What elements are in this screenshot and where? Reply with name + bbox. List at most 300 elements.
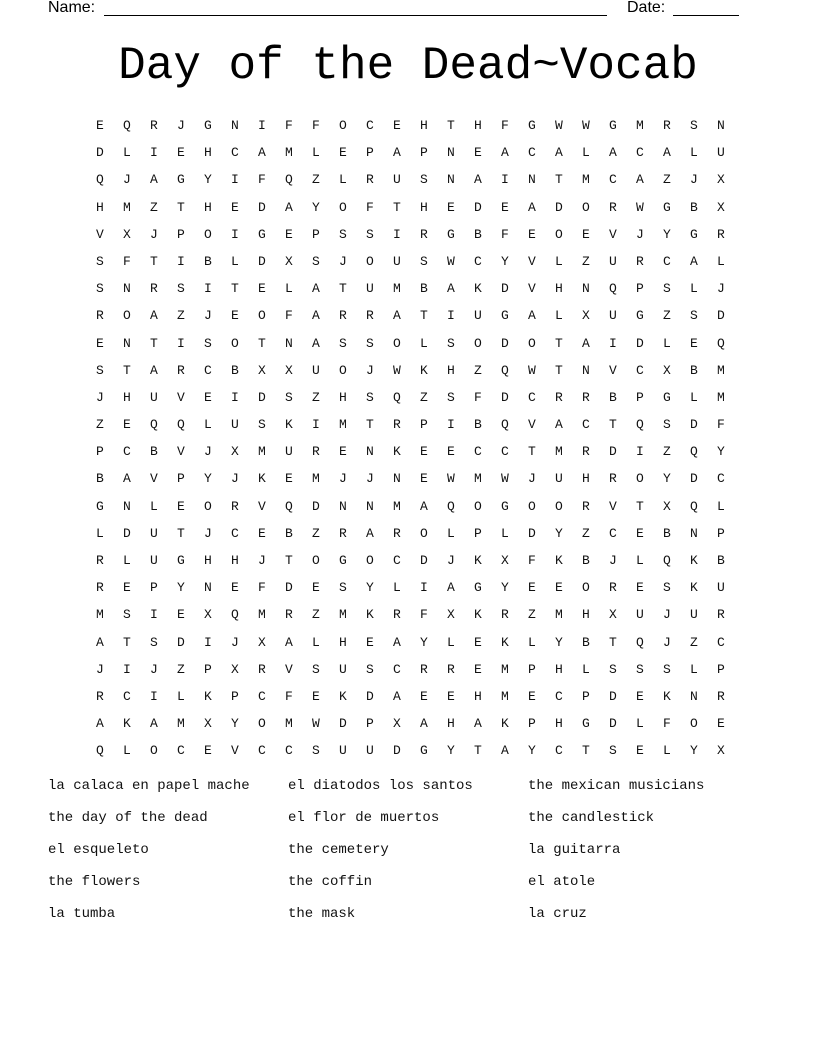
grid-letter[interactable]: A bbox=[258, 145, 266, 161]
grid-letter[interactable]: Y bbox=[528, 743, 536, 759]
grid-letter[interactable]: P bbox=[312, 226, 320, 242]
grid-letter[interactable]: M bbox=[474, 471, 482, 487]
grid-letter[interactable]: C bbox=[636, 145, 644, 161]
grid-letter[interactable]: E bbox=[636, 743, 644, 759]
grid-letter[interactable]: M bbox=[258, 444, 266, 460]
date-blank-line[interactable] bbox=[673, 0, 739, 16]
grid-letter[interactable]: Y bbox=[420, 634, 428, 650]
grid-letter[interactable]: U bbox=[150, 553, 158, 568]
grid-letter[interactable]: S bbox=[312, 253, 320, 269]
grid-letter[interactable]: U bbox=[285, 444, 293, 460]
grid-letter[interactable]: E bbox=[474, 145, 482, 161]
grid-letter[interactable]: L bbox=[501, 525, 509, 541]
grid-letter[interactable]: S bbox=[366, 335, 374, 351]
grid-letter[interactable]: Z bbox=[312, 525, 320, 541]
grid-letter[interactable]: L bbox=[123, 145, 131, 161]
grid-letter[interactable]: E bbox=[339, 145, 347, 161]
grid-letter[interactable]: S bbox=[366, 389, 374, 405]
grid-letter[interactable]: X bbox=[717, 199, 725, 215]
grid-letter[interactable]: I bbox=[609, 335, 617, 351]
grid-letter[interactable]: L bbox=[204, 417, 212, 433]
grid-letter[interactable]: H bbox=[204, 199, 212, 215]
grid-letter[interactable]: X bbox=[609, 607, 617, 623]
grid-letter[interactable]: F bbox=[474, 389, 482, 405]
grid-letter[interactable]: J bbox=[231, 471, 239, 487]
grid-letter[interactable]: A bbox=[555, 145, 563, 161]
grid-letter[interactable]: L bbox=[690, 281, 698, 297]
grid-letter[interactable]: Q bbox=[96, 743, 104, 759]
grid-letter[interactable]: G bbox=[177, 553, 185, 568]
grid-letter[interactable]: I bbox=[204, 634, 212, 650]
grid-letter[interactable]: A bbox=[312, 335, 320, 351]
grid-letter[interactable]: V bbox=[528, 417, 536, 433]
grid-letter[interactable]: G bbox=[528, 118, 536, 133]
grid-letter[interactable]: H bbox=[339, 389, 347, 405]
grid-letter[interactable]: K bbox=[474, 553, 482, 568]
grid-letter[interactable]: C bbox=[231, 525, 239, 541]
grid-letter[interactable]: I bbox=[447, 417, 455, 433]
grid-letter[interactable]: H bbox=[447, 716, 455, 732]
grid-letter[interactable]: X bbox=[285, 362, 293, 378]
grid-letter[interactable]: Y bbox=[177, 580, 185, 596]
grid-letter[interactable]: X bbox=[231, 661, 239, 677]
grid-letter[interactable]: E bbox=[528, 688, 536, 704]
grid-letter[interactable]: A bbox=[150, 716, 158, 732]
grid-letter[interactable]: O bbox=[150, 743, 158, 759]
grid-letter[interactable]: E bbox=[285, 226, 293, 242]
grid-letter[interactable]: V bbox=[285, 661, 293, 677]
grid-letter[interactable]: R bbox=[555, 389, 563, 405]
grid-letter[interactable]: A bbox=[474, 716, 482, 732]
grid-letter[interactable]: D bbox=[123, 525, 131, 541]
grid-letter[interactable]: S bbox=[177, 281, 185, 297]
grid-letter[interactable]: K bbox=[204, 688, 212, 704]
grid-letter[interactable]: A bbox=[393, 634, 401, 650]
grid-letter[interactable]: Y bbox=[501, 580, 509, 596]
grid-letter[interactable]: R bbox=[447, 661, 455, 677]
grid-letter[interactable]: P bbox=[177, 471, 185, 487]
grid-letter[interactable]: M bbox=[717, 389, 725, 405]
grid-letter[interactable]: E bbox=[123, 417, 131, 433]
grid-letter[interactable]: F bbox=[528, 553, 536, 568]
grid-letter[interactable]: A bbox=[123, 471, 131, 487]
grid-letter[interactable]: L bbox=[312, 145, 320, 161]
grid-letter[interactable]: L bbox=[150, 498, 158, 514]
grid-letter[interactable]: E bbox=[123, 580, 131, 596]
grid-letter[interactable]: J bbox=[339, 471, 347, 487]
grid-letter[interactable]: O bbox=[339, 118, 347, 133]
grid-letter[interactable]: P bbox=[96, 444, 104, 460]
grid-letter[interactable]: A bbox=[312, 308, 320, 324]
grid-letter[interactable]: X bbox=[447, 607, 455, 623]
grid-letter[interactable]: C bbox=[555, 743, 563, 759]
grid-letter[interactable]: I bbox=[312, 417, 320, 433]
grid-letter[interactable]: I bbox=[177, 335, 185, 351]
grid-letter[interactable]: E bbox=[258, 281, 266, 297]
grid-letter[interactable]: M bbox=[96, 607, 104, 623]
grid-letter[interactable]: P bbox=[177, 226, 185, 242]
grid-letter[interactable]: S bbox=[339, 580, 347, 596]
grid-letter[interactable]: G bbox=[447, 226, 455, 242]
grid-letter[interactable]: C bbox=[501, 444, 509, 460]
grid-letter[interactable]: R bbox=[96, 688, 104, 704]
grid-letter[interactable]: G bbox=[177, 172, 185, 188]
grid-letter[interactable]: M bbox=[636, 118, 644, 133]
grid-letter[interactable]: N bbox=[447, 172, 455, 188]
grid-letter[interactable]: F bbox=[501, 118, 509, 133]
grid-letter[interactable]: Y bbox=[204, 172, 212, 188]
grid-letter[interactable]: W bbox=[501, 471, 509, 487]
grid-letter[interactable]: Z bbox=[663, 172, 671, 188]
grid-letter[interactable]: C bbox=[717, 634, 725, 650]
grid-letter[interactable]: F bbox=[285, 308, 293, 324]
grid-letter[interactable]: L bbox=[690, 389, 698, 405]
grid-letter[interactable]: A bbox=[420, 498, 428, 514]
grid-letter[interactable]: P bbox=[474, 525, 482, 541]
grid-letter[interactable]: Z bbox=[582, 253, 590, 269]
grid-letter[interactable]: H bbox=[555, 281, 563, 297]
grid-letter[interactable]: R bbox=[96, 580, 104, 596]
grid-letter[interactable]: M bbox=[123, 199, 131, 215]
grid-letter[interactable]: B bbox=[96, 471, 104, 487]
grid-letter[interactable]: B bbox=[582, 553, 590, 568]
grid-letter[interactable]: Q bbox=[663, 553, 671, 568]
grid-letter[interactable]: E bbox=[393, 118, 401, 133]
grid-letter[interactable]: Q bbox=[636, 417, 644, 433]
grid-letter[interactable]: X bbox=[258, 362, 266, 378]
grid-letter[interactable]: W bbox=[582, 118, 590, 133]
grid-letter[interactable]: L bbox=[447, 525, 455, 541]
grid-letter[interactable]: Z bbox=[177, 308, 185, 324]
grid-letter[interactable]: G bbox=[690, 226, 698, 242]
grid-letter[interactable]: G bbox=[420, 743, 428, 759]
grid-letter[interactable]: T bbox=[555, 335, 563, 351]
grid-letter[interactable]: J bbox=[339, 253, 347, 269]
grid-letter[interactable]: O bbox=[474, 498, 482, 514]
grid-letter[interactable]: C bbox=[393, 553, 401, 568]
grid-letter[interactable]: G bbox=[501, 308, 509, 324]
grid-letter[interactable]: S bbox=[663, 661, 671, 677]
grid-letter[interactable]: K bbox=[501, 716, 509, 732]
grid-letter[interactable]: K bbox=[393, 444, 401, 460]
name-blank-line[interactable] bbox=[104, 0, 607, 16]
grid-letter[interactable]: U bbox=[150, 389, 158, 405]
grid-letter[interactable]: R bbox=[582, 444, 590, 460]
grid-letter[interactable]: A bbox=[285, 634, 293, 650]
grid-letter[interactable]: D bbox=[609, 716, 617, 732]
grid-letter[interactable]: E bbox=[204, 389, 212, 405]
grid-letter[interactable]: T bbox=[609, 417, 617, 433]
grid-letter[interactable]: D bbox=[501, 389, 509, 405]
grid-letter[interactable]: I bbox=[447, 308, 455, 324]
grid-letter[interactable]: J bbox=[528, 471, 536, 487]
grid-letter[interactable]: N bbox=[231, 118, 239, 133]
grid-letter[interactable]: M bbox=[177, 716, 185, 732]
grid-letter[interactable]: Z bbox=[690, 634, 698, 650]
grid-letter[interactable]: M bbox=[582, 172, 590, 188]
grid-letter[interactable]: Z bbox=[177, 661, 185, 677]
grid-letter[interactable]: O bbox=[258, 308, 266, 324]
grid-letter[interactable]: D bbox=[312, 498, 320, 514]
grid-letter[interactable]: S bbox=[96, 362, 104, 378]
grid-letter[interactable]: Y bbox=[231, 716, 239, 732]
grid-letter[interactable]: V bbox=[150, 471, 158, 487]
grid-letter[interactable]: D bbox=[717, 308, 725, 324]
grid-letter[interactable]: A bbox=[582, 335, 590, 351]
grid-letter[interactable]: T bbox=[177, 199, 185, 215]
grid-letter[interactable]: G bbox=[582, 716, 590, 732]
grid-letter[interactable]: R bbox=[177, 362, 185, 378]
grid-letter[interactable]: S bbox=[636, 661, 644, 677]
grid-letter[interactable]: B bbox=[690, 199, 698, 215]
grid-letter[interactable]: C bbox=[663, 253, 671, 269]
grid-letter[interactable]: L bbox=[636, 553, 644, 568]
grid-letter[interactable]: S bbox=[312, 743, 320, 759]
grid-letter[interactable]: M bbox=[258, 607, 266, 623]
grid-letter[interactable]: U bbox=[717, 580, 725, 596]
grid-letter[interactable]: E bbox=[177, 498, 185, 514]
grid-letter[interactable]: U bbox=[393, 253, 401, 269]
grid-letter[interactable]: X bbox=[393, 716, 401, 732]
grid-letter[interactable]: D bbox=[555, 199, 563, 215]
grid-letter[interactable]: C bbox=[582, 417, 590, 433]
grid-letter[interactable]: P bbox=[528, 716, 536, 732]
grid-letter[interactable]: I bbox=[150, 607, 158, 623]
grid-letter[interactable]: Y bbox=[447, 743, 455, 759]
grid-letter[interactable]: N bbox=[528, 172, 536, 188]
grid-letter[interactable]: E bbox=[582, 226, 590, 242]
grid-letter[interactable]: Y bbox=[366, 580, 374, 596]
grid-letter[interactable]: K bbox=[339, 688, 347, 704]
grid-letter[interactable]: N bbox=[366, 444, 374, 460]
grid-letter[interactable]: R bbox=[609, 199, 617, 215]
grid-letter[interactable]: S bbox=[690, 118, 698, 133]
grid-letter[interactable]: F bbox=[312, 118, 320, 133]
grid-letter[interactable]: R bbox=[339, 308, 347, 324]
grid-letter[interactable]: N bbox=[123, 498, 131, 514]
grid-letter[interactable]: J bbox=[258, 553, 266, 568]
grid-letter[interactable]: A bbox=[393, 688, 401, 704]
grid-letter[interactable]: R bbox=[717, 226, 725, 242]
grid-letter[interactable]: X bbox=[501, 553, 509, 568]
grid-letter[interactable]: N bbox=[123, 335, 131, 351]
grid-letter[interactable]: E bbox=[447, 688, 455, 704]
grid-letter[interactable]: E bbox=[501, 199, 509, 215]
grid-letter[interactable]: C bbox=[123, 444, 131, 460]
grid-letter[interactable]: D bbox=[258, 199, 266, 215]
grid-letter[interactable]: L bbox=[663, 743, 671, 759]
grid-letter[interactable]: J bbox=[96, 389, 104, 405]
grid-letter[interactable]: A bbox=[447, 580, 455, 596]
grid-letter[interactable]: V bbox=[609, 498, 617, 514]
grid-letter[interactable]: N bbox=[582, 281, 590, 297]
grid-letter[interactable]: H bbox=[474, 118, 482, 133]
grid-letter[interactable]: O bbox=[393, 335, 401, 351]
grid-letter[interactable]: W bbox=[555, 118, 563, 133]
grid-letter[interactable]: E bbox=[528, 226, 536, 242]
grid-letter[interactable]: D bbox=[339, 716, 347, 732]
grid-letter[interactable]: W bbox=[312, 716, 320, 732]
grid-letter[interactable]: V bbox=[177, 444, 185, 460]
grid-letter[interactable]: H bbox=[555, 716, 563, 732]
grid-letter[interactable]: T bbox=[636, 498, 644, 514]
grid-letter[interactable]: D bbox=[258, 389, 266, 405]
grid-letter[interactable]: Z bbox=[312, 389, 320, 405]
grid-letter[interactable]: T bbox=[528, 444, 536, 460]
grid-letter[interactable]: E bbox=[231, 580, 239, 596]
grid-letter[interactable]: T bbox=[150, 253, 158, 269]
grid-letter[interactable]: J bbox=[204, 308, 212, 324]
grid-letter[interactable]: L bbox=[231, 253, 239, 269]
grid-letter[interactable]: C bbox=[366, 118, 374, 133]
grid-letter[interactable]: N bbox=[690, 688, 698, 704]
grid-letter[interactable]: R bbox=[582, 498, 590, 514]
grid-letter[interactable]: G bbox=[474, 580, 482, 596]
grid-letter[interactable]: E bbox=[447, 199, 455, 215]
grid-letter[interactable]: Y bbox=[555, 525, 563, 541]
grid-letter[interactable]: D bbox=[528, 525, 536, 541]
grid-letter[interactable]: R bbox=[258, 661, 266, 677]
grid-letter[interactable]: C bbox=[231, 145, 239, 161]
grid-letter[interactable]: U bbox=[339, 743, 347, 759]
grid-letter[interactable]: N bbox=[339, 498, 347, 514]
grid-letter[interactable]: S bbox=[339, 335, 347, 351]
grid-letter[interactable]: W bbox=[636, 199, 644, 215]
grid-letter[interactable]: U bbox=[393, 172, 401, 188]
grid-letter[interactable]: M bbox=[393, 281, 401, 297]
grid-letter[interactable]: N bbox=[123, 281, 131, 297]
grid-letter[interactable]: D bbox=[177, 634, 185, 650]
grid-letter[interactable]: Y bbox=[690, 743, 698, 759]
grid-letter[interactable]: I bbox=[231, 172, 239, 188]
grid-letter[interactable]: Z bbox=[474, 362, 482, 378]
grid-letter[interactable]: R bbox=[366, 172, 374, 188]
grid-letter[interactable]: M bbox=[717, 362, 725, 378]
grid-letter[interactable]: P bbox=[717, 525, 725, 541]
grid-letter[interactable]: G bbox=[501, 498, 509, 514]
grid-letter[interactable]: A bbox=[150, 308, 158, 324]
grid-letter[interactable]: U bbox=[609, 308, 617, 324]
grid-letter[interactable]: R bbox=[285, 607, 293, 623]
grid-letter[interactable]: F bbox=[285, 118, 293, 133]
grid-letter[interactable]: N bbox=[690, 525, 698, 541]
grid-letter[interactable]: M bbox=[312, 471, 320, 487]
grid-letter[interactable]: C bbox=[555, 688, 563, 704]
grid-letter[interactable]: B bbox=[420, 281, 428, 297]
grid-letter[interactable]: M bbox=[501, 688, 509, 704]
grid-letter[interactable]: D bbox=[690, 417, 698, 433]
grid-letter[interactable]: L bbox=[555, 308, 563, 324]
grid-letter[interactable]: T bbox=[285, 553, 293, 568]
grid-letter[interactable]: E bbox=[636, 688, 644, 704]
grid-letter[interactable]: Z bbox=[96, 417, 104, 433]
grid-letter[interactable]: D bbox=[690, 471, 698, 487]
grid-letter[interactable]: Q bbox=[690, 444, 698, 460]
grid-letter[interactable]: G bbox=[636, 308, 644, 324]
grid-letter[interactable]: R bbox=[609, 471, 617, 487]
grid-letter[interactable]: Z bbox=[582, 525, 590, 541]
grid-letter[interactable]: H bbox=[420, 199, 428, 215]
grid-letter[interactable]: D bbox=[501, 281, 509, 297]
grid-letter[interactable]: P bbox=[582, 688, 590, 704]
grid-letter[interactable]: H bbox=[420, 118, 428, 133]
grid-letter[interactable]: M bbox=[501, 661, 509, 677]
grid-letter[interactable]: J bbox=[366, 362, 374, 378]
grid-letter[interactable]: D bbox=[393, 743, 401, 759]
grid-letter[interactable]: A bbox=[285, 199, 293, 215]
grid-letter[interactable]: D bbox=[609, 688, 617, 704]
grid-letter[interactable]: M bbox=[555, 607, 563, 623]
grid-letter[interactable]: A bbox=[555, 417, 563, 433]
grid-letter[interactable]: V bbox=[231, 743, 239, 759]
grid-letter[interactable]: S bbox=[96, 253, 104, 269]
grid-letter[interactable]: C bbox=[177, 743, 185, 759]
grid-letter[interactable]: R bbox=[420, 226, 428, 242]
grid-letter[interactable]: V bbox=[96, 226, 104, 242]
grid-letter[interactable]: L bbox=[690, 661, 698, 677]
grid-letter[interactable]: S bbox=[366, 226, 374, 242]
grid-letter[interactable]: V bbox=[528, 253, 536, 269]
grid-letter[interactable]: L bbox=[690, 145, 698, 161]
grid-letter[interactable]: L bbox=[393, 580, 401, 596]
grid-letter[interactable]: R bbox=[366, 308, 374, 324]
grid-letter[interactable]: F bbox=[501, 226, 509, 242]
grid-letter[interactable]: K bbox=[258, 471, 266, 487]
grid-letter[interactable]: V bbox=[609, 226, 617, 242]
grid-letter[interactable]: T bbox=[555, 172, 563, 188]
grid-letter[interactable]: X bbox=[663, 498, 671, 514]
grid-letter[interactable]: V bbox=[177, 389, 185, 405]
grid-letter[interactable]: O bbox=[339, 362, 347, 378]
grid-letter[interactable]: M bbox=[285, 145, 293, 161]
grid-letter[interactable]: U bbox=[609, 253, 617, 269]
grid-letter[interactable]: I bbox=[150, 688, 158, 704]
grid-letter[interactable]: J bbox=[663, 607, 671, 623]
grid-letter[interactable]: L bbox=[447, 634, 455, 650]
grid-letter[interactable]: N bbox=[393, 471, 401, 487]
grid-letter[interactable]: O bbox=[636, 471, 644, 487]
grid-letter[interactable]: S bbox=[150, 634, 158, 650]
grid-letter[interactable]: Y bbox=[663, 471, 671, 487]
grid-letter[interactable]: H bbox=[582, 607, 590, 623]
grid-letter[interactable]: D bbox=[258, 253, 266, 269]
grid-letter[interactable]: M bbox=[339, 417, 347, 433]
grid-letter[interactable]: O bbox=[690, 716, 698, 732]
grid-letter[interactable]: H bbox=[96, 199, 104, 215]
grid-letter[interactable]: Q bbox=[609, 281, 617, 297]
grid-letter[interactable]: H bbox=[474, 688, 482, 704]
grid-letter[interactable]: Z bbox=[663, 308, 671, 324]
grid-letter[interactable]: S bbox=[663, 417, 671, 433]
grid-letter[interactable]: I bbox=[204, 281, 212, 297]
grid-letter[interactable]: K bbox=[690, 553, 698, 568]
grid-letter[interactable]: Y bbox=[717, 444, 725, 460]
grid-letter[interactable]: L bbox=[582, 145, 590, 161]
grid-letter[interactable]: T bbox=[393, 199, 401, 215]
grid-letter[interactable]: F bbox=[663, 716, 671, 732]
grid-letter[interactable]: Z bbox=[420, 389, 428, 405]
grid-letter[interactable]: I bbox=[636, 444, 644, 460]
grid-letter[interactable]: B bbox=[609, 389, 617, 405]
grid-letter[interactable]: R bbox=[339, 525, 347, 541]
grid-letter[interactable]: G bbox=[609, 118, 617, 133]
grid-letter[interactable]: X bbox=[717, 743, 725, 759]
grid-letter[interactable]: C bbox=[528, 389, 536, 405]
grid-letter[interactable]: B bbox=[204, 253, 212, 269]
grid-letter[interactable]: R bbox=[609, 580, 617, 596]
grid-letter[interactable]: X bbox=[285, 253, 293, 269]
grid-letter[interactable]: Z bbox=[312, 607, 320, 623]
